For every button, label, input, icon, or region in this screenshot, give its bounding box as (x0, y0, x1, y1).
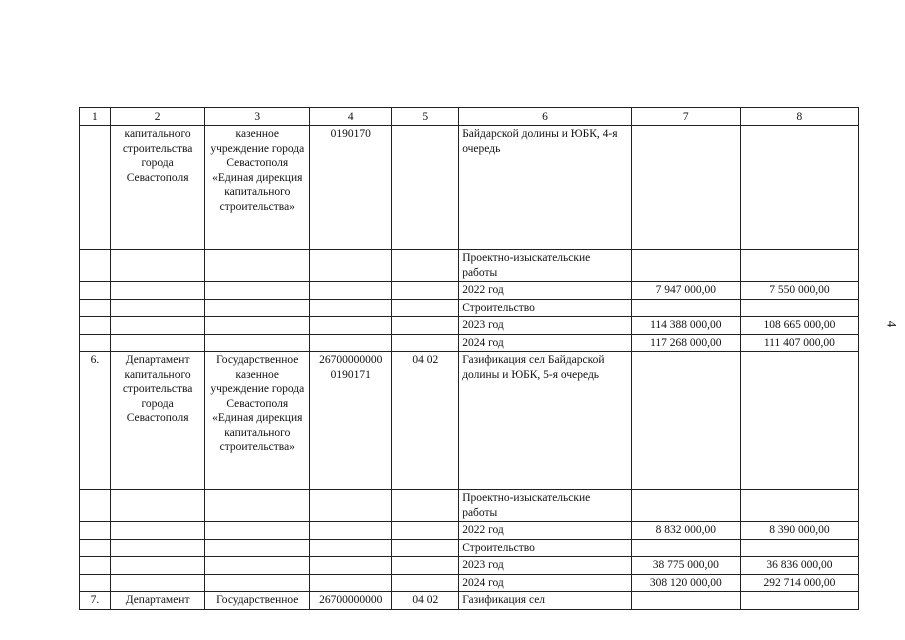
object-name: Проектно-изыскательские работы (459, 490, 632, 522)
executor: Государственное казенное учреждение города Севастополя «Единая дирекция капитального строительства» (205, 352, 310, 490)
amount-total (631, 250, 740, 282)
table-row (80, 557, 859, 575)
budget-code (310, 539, 392, 557)
row-number (80, 334, 111, 352)
responsible-department (110, 490, 205, 522)
budget-code (310, 334, 392, 352)
object-name: Байдарской долины и ЮБК, 4-я очередь (459, 126, 632, 250)
budget-code (310, 490, 392, 522)
executor (205, 282, 310, 300)
section-code: 04 02 (392, 352, 459, 490)
executor (205, 317, 310, 335)
amount-budget: 108 665 000,00 (740, 317, 858, 335)
responsible-department: капитального строительства города Севастополя (110, 126, 205, 250)
section-code (392, 250, 459, 282)
executor (205, 490, 310, 522)
executor (205, 299, 310, 317)
amount-total (631, 352, 740, 490)
header-cell: 5 (392, 108, 459, 126)
responsible-department (110, 334, 205, 352)
table-row (80, 574, 859, 592)
header-cell: 4 (310, 108, 392, 126)
object-name: 2023 год (459, 557, 632, 575)
amount-total (631, 592, 740, 610)
section-code (392, 334, 459, 352)
row-number (80, 557, 111, 575)
budget-code (310, 299, 392, 317)
table-row (80, 126, 859, 250)
amount-budget (740, 299, 858, 317)
amount-budget: 8 390 000,00 (740, 522, 858, 540)
section-code (392, 317, 459, 335)
responsible-department (110, 522, 205, 540)
section-code (392, 557, 459, 575)
object-name: Газификация сел (459, 592, 632, 610)
section-code (392, 539, 459, 557)
row-number (80, 522, 111, 540)
executor (205, 250, 310, 282)
header-cell: 8 (740, 108, 858, 126)
header-cell: 1 (80, 108, 111, 126)
budget-code: 26700000000 (310, 592, 392, 610)
budget-code (310, 317, 392, 335)
executor: казенное учреждение города Севастополя «Единая дирекция капитального строительства» (205, 126, 310, 250)
table-row (80, 539, 859, 557)
page-number: 4 (884, 320, 900, 328)
section-code (392, 522, 459, 540)
section-code (392, 574, 459, 592)
amount-total (631, 299, 740, 317)
amount-total: 114 388 000,00 (631, 317, 740, 335)
amount-budget: 36 836 000,00 (740, 557, 858, 575)
amount-budget (740, 126, 858, 250)
responsible-department: Департамент капитального строительства города Севастополя (110, 352, 205, 490)
amount-budget (740, 539, 858, 557)
object-name: Строительство (459, 299, 632, 317)
amount-budget (740, 490, 858, 522)
section-code (392, 490, 459, 522)
table-row (80, 592, 859, 610)
row-number: 7. (80, 592, 111, 610)
budget-code: 0190170 (310, 126, 392, 250)
amount-total: 8 832 000,00 (631, 522, 740, 540)
header-row (80, 108, 859, 126)
table-row (80, 490, 859, 522)
row-number (80, 126, 111, 250)
section-code (392, 299, 459, 317)
amount-total (631, 539, 740, 557)
row-number (80, 490, 111, 522)
table-row (80, 317, 859, 335)
row-number (80, 574, 111, 592)
section-code: 04 02 (392, 592, 459, 610)
amount-budget (740, 592, 858, 610)
table-row (80, 282, 859, 300)
row-number (80, 317, 111, 335)
amount-budget: 111 407 000,00 (740, 334, 858, 352)
executor (205, 334, 310, 352)
object-name: 2022 год (459, 522, 632, 540)
row-number (80, 282, 111, 300)
budget-table (79, 107, 859, 610)
responsible-department (110, 282, 205, 300)
budget-code (310, 250, 392, 282)
budget-code (310, 557, 392, 575)
object-name: 2024 год (459, 574, 632, 592)
responsible-department: Департамент (110, 592, 205, 610)
section-code (392, 282, 459, 300)
section-code (392, 126, 459, 250)
responsible-department (110, 539, 205, 557)
responsible-department (110, 250, 205, 282)
budget-code (310, 282, 392, 300)
amount-budget (740, 352, 858, 490)
amount-total (631, 126, 740, 250)
row-number (80, 539, 111, 557)
header-cell: 7 (631, 108, 740, 126)
amount-total (631, 490, 740, 522)
executor: Государственное (205, 592, 310, 610)
row-number: 6. (80, 352, 111, 490)
executor (205, 574, 310, 592)
budget-code: 26700000000 0190171 (310, 352, 392, 490)
object-name: Проектно-изыскательские работы (459, 250, 632, 282)
header-cell: 3 (205, 108, 310, 126)
header-cell: 6 (459, 108, 632, 126)
table-row (80, 522, 859, 540)
budget-code (310, 574, 392, 592)
header-cell: 2 (110, 108, 205, 126)
amount-budget: 292 714 000,00 (740, 574, 858, 592)
responsible-department (110, 574, 205, 592)
responsible-department (110, 557, 205, 575)
object-name: 2024 год (459, 334, 632, 352)
amount-total: 7 947 000,00 (631, 282, 740, 300)
budget-code (310, 522, 392, 540)
amount-budget: 7 550 000,00 (740, 282, 858, 300)
responsible-department (110, 317, 205, 335)
amount-total: 117 268 000,00 (631, 334, 740, 352)
amount-total: 308 120 000,00 (631, 574, 740, 592)
responsible-department (110, 299, 205, 317)
object-name: 2023 год (459, 317, 632, 335)
amount-budget (740, 250, 858, 282)
object-name: 2022 год (459, 282, 632, 300)
executor (205, 557, 310, 575)
object-name: Газификация сел Байдарской долины и ЮБК, 5-я очередь (459, 352, 632, 490)
amount-total: 38 775 000,00 (631, 557, 740, 575)
table-row (80, 334, 859, 352)
table-row (80, 250, 859, 282)
table-row (80, 352, 859, 490)
row-number (80, 299, 111, 317)
object-name: Строительство (459, 539, 632, 557)
executor (205, 522, 310, 540)
table-row (80, 299, 859, 317)
executor (205, 539, 310, 557)
row-number (80, 250, 111, 282)
